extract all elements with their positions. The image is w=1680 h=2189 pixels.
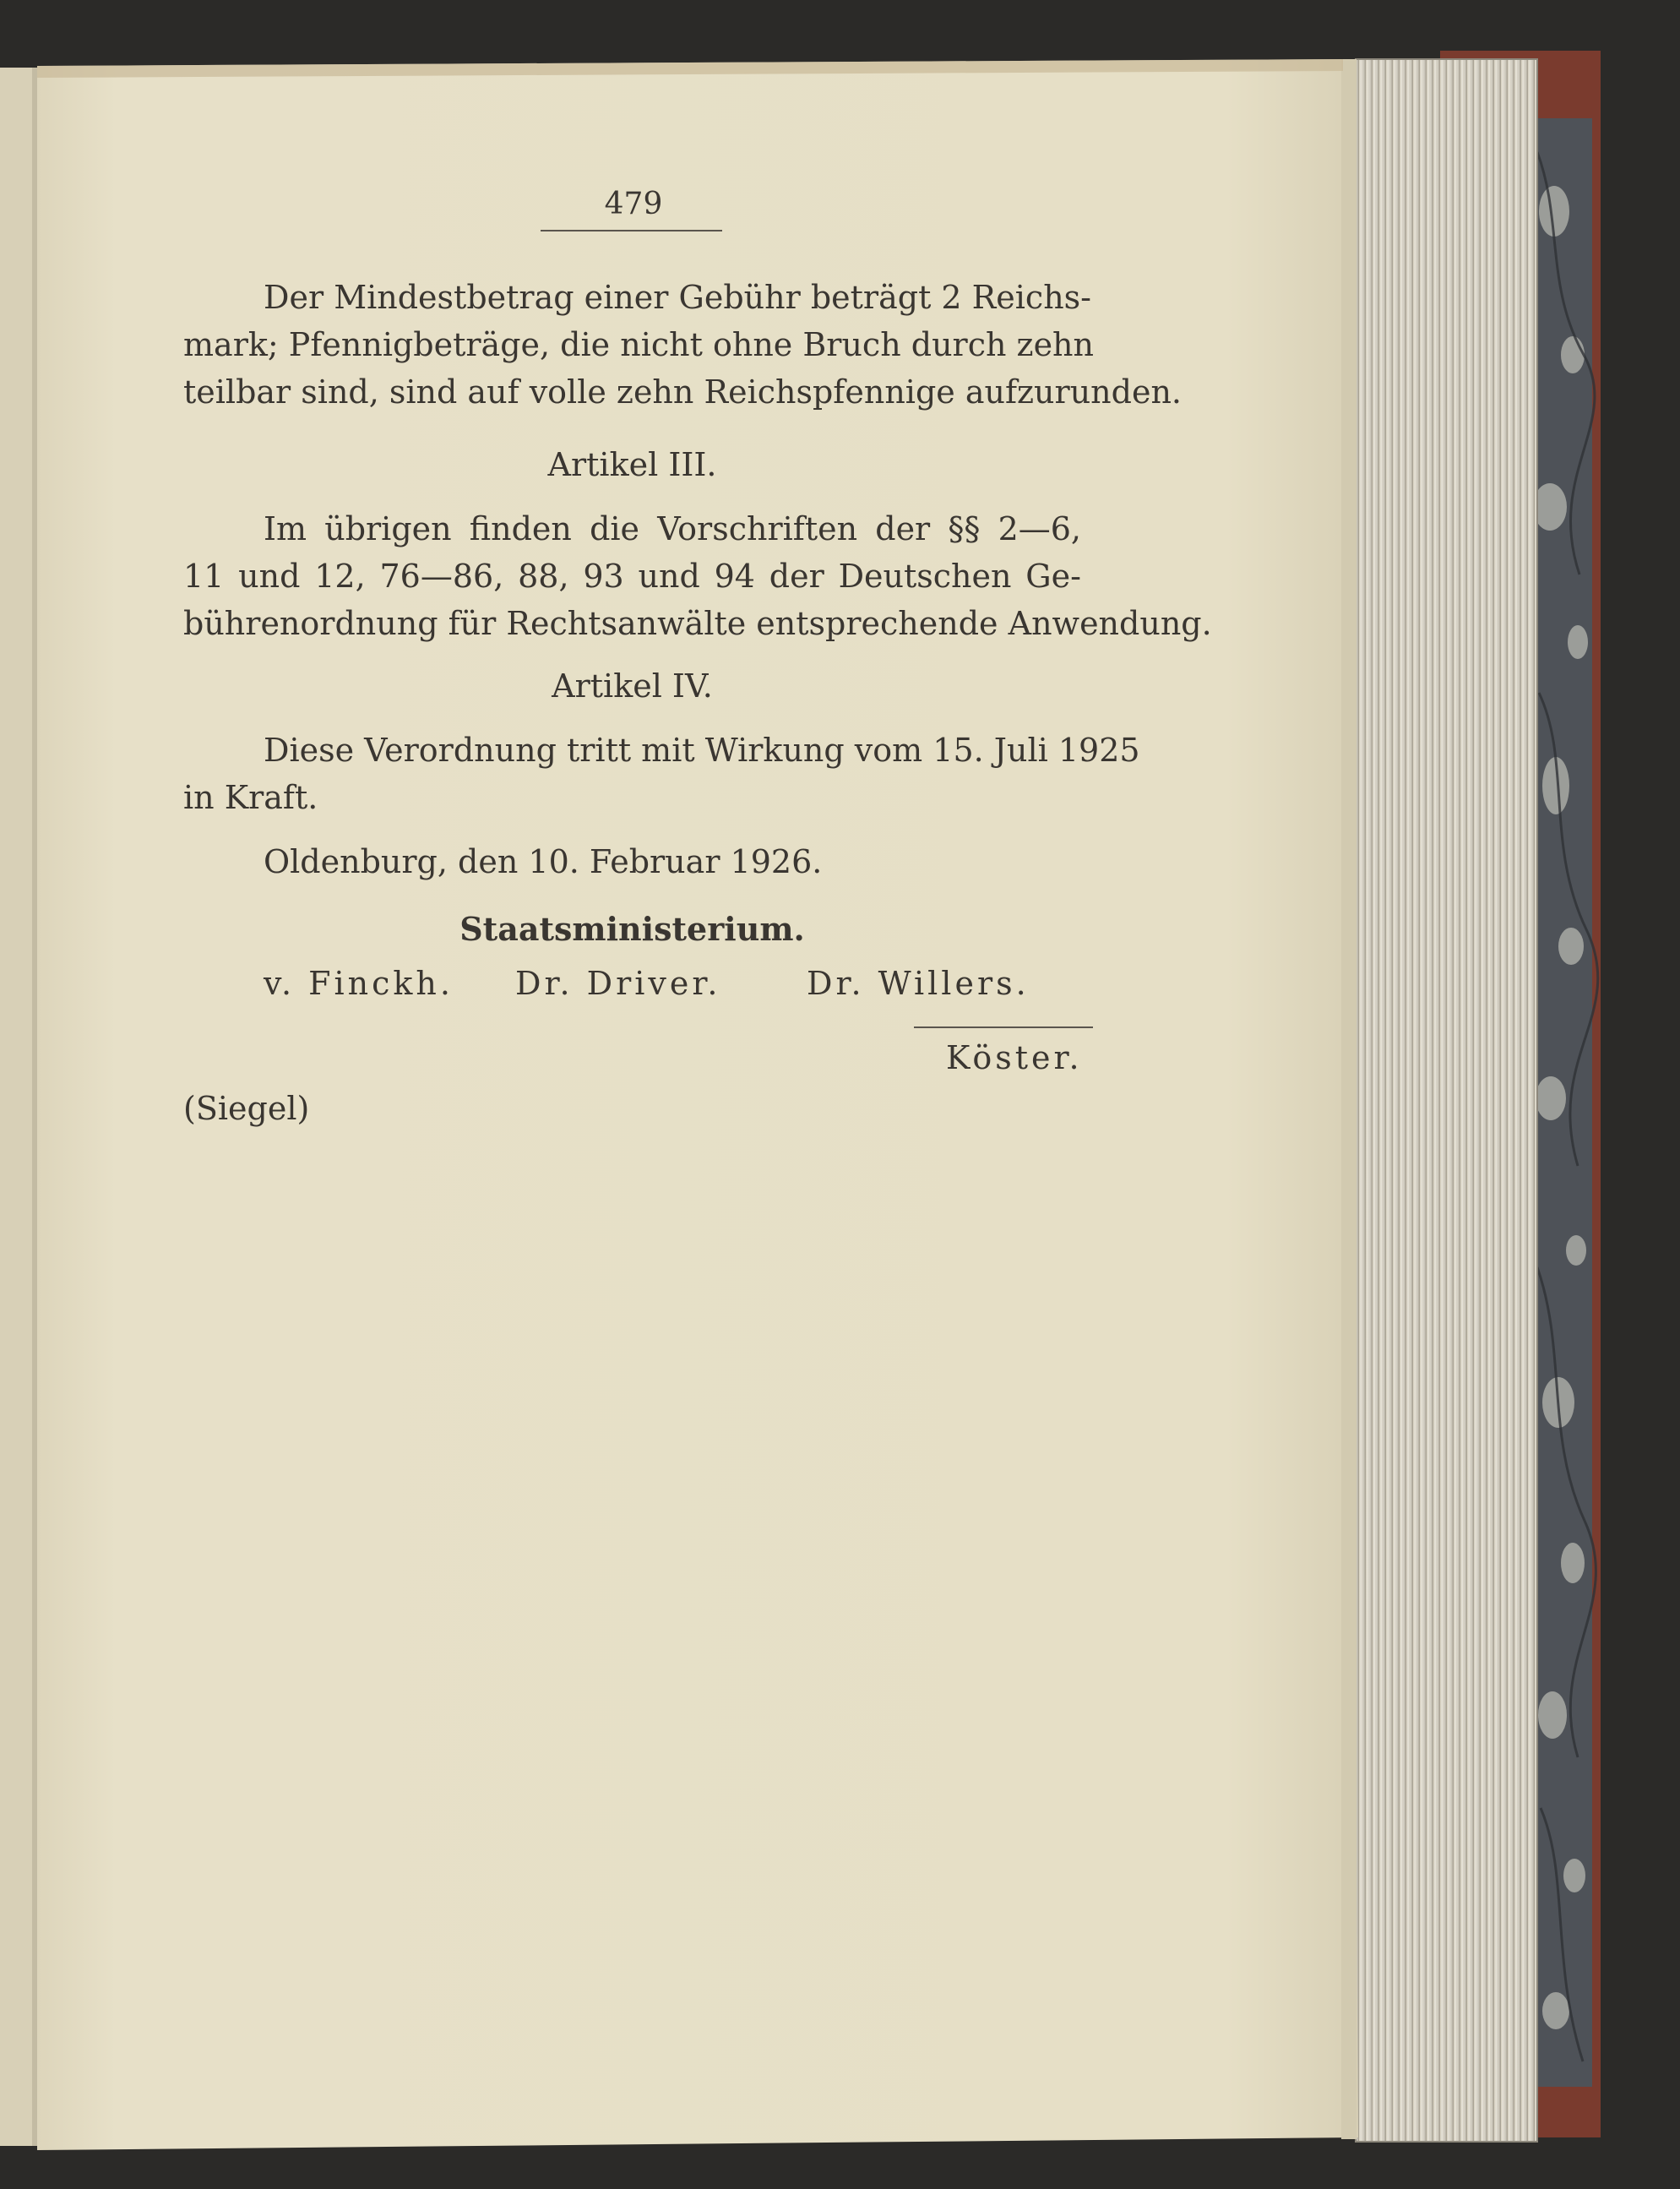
paragraph-line: Im übrigen finden die Vorschriften der §§ 2—6, bbox=[264, 510, 1081, 547]
seal-note: (Siegel) bbox=[183, 1090, 310, 1127]
paragraph-line: bührenordnung für Rechtsanwälte entsprechende Anwendung. bbox=[183, 605, 1212, 642]
paragraph-line: Diese Verordnung tritt mit Wirkung vom 15. Juli 1925 bbox=[264, 732, 1140, 769]
place-date: Oldenburg, den 10. Februar 1926. bbox=[264, 843, 823, 880]
paragraph-line: Der Mindestbetrag einer Gebühr beträgt 2 Reichs- bbox=[264, 279, 1092, 316]
paragraph-line: mark; Pfennigbeträge, die nicht ohne Bruch durch zehn bbox=[183, 326, 1095, 363]
paragraph-line: teilbar sind, sind auf volle zehn Reichspfennige aufzurunden. bbox=[183, 373, 1183, 411]
page-number-rule bbox=[541, 230, 722, 231]
page-number: 479 bbox=[604, 187, 663, 221]
paragraph-line: 11 und 12, 76—86, 88, 93 und 94 der Deutschen Ge- bbox=[183, 558, 1081, 595]
signatory: v. Finckh. bbox=[264, 965, 454, 1002]
paragraph-line: in Kraft. bbox=[183, 779, 318, 816]
signatory: Dr. Willers. bbox=[807, 965, 1030, 1002]
article-3-heading: Artikel III. bbox=[547, 446, 717, 483]
countersignature-rule bbox=[914, 1026, 1093, 1028]
countersignature: Köster. bbox=[946, 1039, 1083, 1076]
article-4-heading: Artikel IV. bbox=[552, 667, 713, 705]
signatory: Dr. Driver. bbox=[515, 965, 721, 1002]
authority: Staatsministerium. bbox=[459, 910, 805, 948]
